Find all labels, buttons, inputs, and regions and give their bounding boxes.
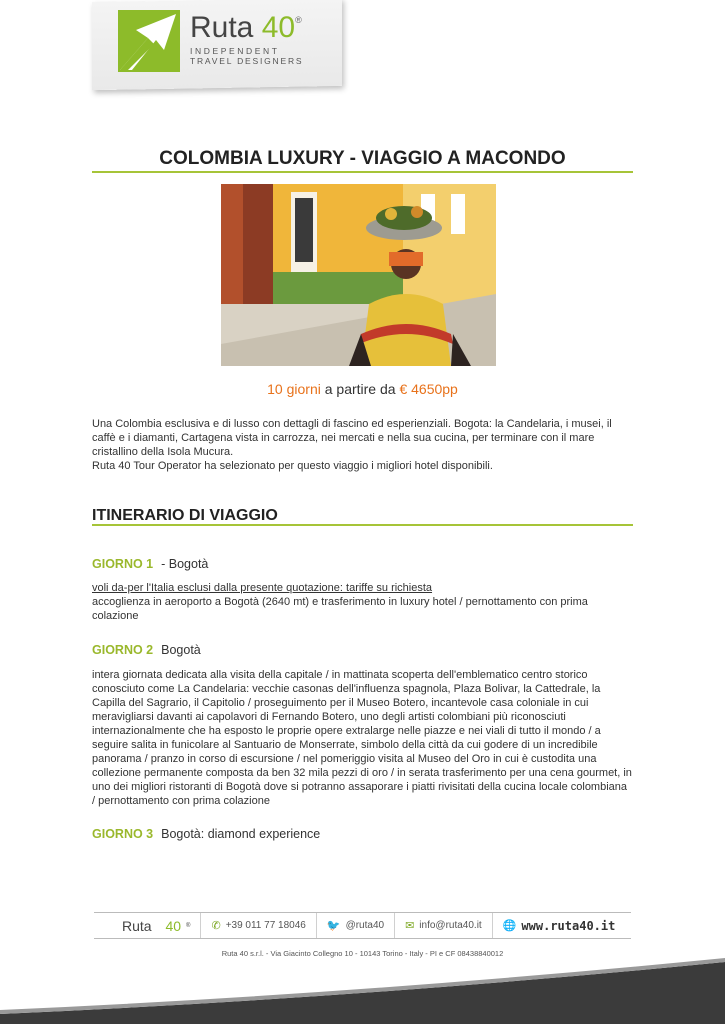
- price-connector: a partire da: [320, 381, 400, 397]
- hero-photo: [221, 184, 496, 366]
- day-2-heading: [92, 643, 201, 657]
- footer-logo: Ruta 40 ®: [94, 913, 201, 938]
- day-2-text: intera giornata dedicata alla visita della capitale / in mattinata scoperta dell'emblematico centro storico conosciuto come La Candelaria: vecchie casonas dell'influenza spagnola, Plaza Bolivar, la Cattedrale, la Capilla del Sagrario, il Capitolio / proseguimento per il Museo Botero, incantevole casa coloniale in cui meravigliarsi davanti ai capolavori di Fernando Botero, uno degli artisti colombiani più riconosciuti internazionalmente che ha esposto le proprie opere extralarge nelle piazze e nei viali di tutto il mondo / a seguire salita in funicolare al Santuario de Monserrate, simbolo della città da cui godere di un incredibile panorama / pranzo in corso di escursione / nel pomeriggio visita al Museo del Oro in cui è custodita una collezione permanente composta da ben 32 mila pezzi di oro / in serata trasferimento per una cena gourmet, in uno dei migliori ristoranti di Bogotà dove si potranno assaporare i piatti rivisitati della cucina locale colombiana / pernottamento con prima colazione: [92, 669, 632, 807]
- brand-name: Ruta 40®: [190, 11, 302, 44]
- day-1-body: [92, 581, 633, 623]
- trip-duration: 10 giorni: [267, 381, 321, 397]
- brand-tagline-2: TRAVEL DESIGNERS: [190, 56, 304, 66]
- day-3-label: GIORNO 3: [92, 827, 154, 841]
- day-1-label: GIORNO 1: [92, 557, 154, 571]
- title-divider: [92, 171, 633, 173]
- intro-text: [92, 417, 633, 473]
- phone-icon: ✆: [211, 920, 221, 932]
- itinerary-heading: ITINERARIO DI VIAGGIO: [92, 507, 278, 524]
- page-title: COLOMBIA LUXURY - VIAGGIO A MACONDO: [159, 148, 566, 169]
- footer-website[interactable]: 🌐 www.ruta40.it: [502, 918, 616, 933]
- day-1-note: voli da-per l'Italia esclusi dalla presente quotazione: tariffe su richiesta: [92, 582, 433, 594]
- footer-address: Ruta 40 s.r.l. - Via Giacinto Collegno 10 - 10143 Torino - Italy - PI e CF 08438840012: [221, 949, 504, 958]
- day-2-label: GIORNO 2: [92, 643, 154, 657]
- day-1-text: accoglienza in aeroporto a Bogotà (2640 mt) e trasferimento in luxury hotel / pernottamento con prima colazione: [92, 596, 588, 622]
- footer-twitter[interactable]: 🐦 @ruta40: [317, 913, 395, 938]
- footer-contact-bar: [94, 912, 631, 939]
- footer-email[interactable]: ✉ info@ruta40.it: [395, 913, 493, 938]
- price-amount: € 4650pp: [399, 381, 458, 397]
- email-icon: ✉: [405, 920, 415, 932]
- intro-paragraph-1: Una Colombia esclusiva e di lusso con dettagli di fascino ed esperienziali. Bogota: la Candelaria, i musei, il caffè e i diamanti, Cartagena vista in carrozza, nei mercati e nella sua cucina, per terminare con il mare cristallino della Isola Mucura.: [92, 418, 612, 458]
- ruta40-logo-mark-icon: [118, 10, 180, 72]
- twitter-icon: 🐦: [326, 920, 341, 932]
- footer-phone[interactable]: ✆ +39 011 77 18046: [201, 913, 316, 938]
- day-3-heading: [92, 827, 320, 841]
- globe-icon: 🌐: [502, 920, 517, 932]
- price-line: [92, 381, 633, 397]
- itinerary-divider: [92, 524, 633, 526]
- day-1-heading: [92, 557, 208, 571]
- day-3-place: Bogotà: diamond experience: [161, 827, 321, 841]
- day-2-place: Bogotà: [161, 643, 201, 657]
- intro-paragraph-2: Ruta 40 Tour Operator ha selezionato per questo viaggio i migliori hotel disponibili.: [92, 460, 493, 472]
- brand-tagline-1: INDEPENDENT: [190, 46, 280, 56]
- footer-swoosh-decoration: [0, 958, 725, 1024]
- day-1-place: - Bogotà: [161, 557, 209, 571]
